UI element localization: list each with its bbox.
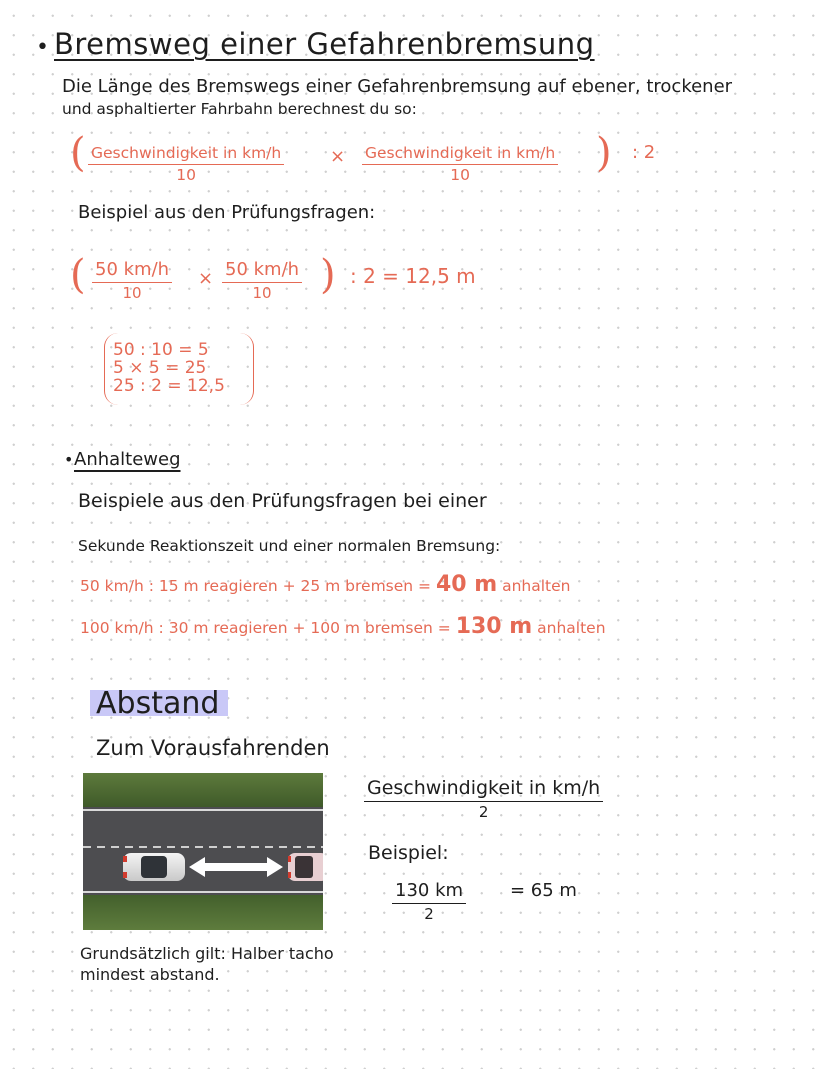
anhalteweg-line1: Beispiele aus den Prüfungsfragen bei einer xyxy=(78,490,487,512)
example-label: Beispiel aus den Prüfungsfragen: xyxy=(78,202,376,223)
abstand-subheading: Zum Vorausfahrenden xyxy=(96,736,330,760)
bullet-anhalteweg: • xyxy=(64,450,74,469)
formula-denominator-2: 10 xyxy=(450,166,470,184)
calc-step-3: 25 : 2 = 12,5 xyxy=(113,376,225,396)
formula-numerator-2: Geschwindigkeit in km/h xyxy=(362,144,558,165)
ex100-stopping-distance: 130 m xyxy=(455,614,533,639)
formula-fraction-1 xyxy=(88,144,284,184)
example-denominator-2: 10 xyxy=(252,284,272,302)
calculation-steps xyxy=(104,333,254,405)
formula-paren-close: ) xyxy=(596,130,612,176)
abstand-example-numerator: 130 km xyxy=(392,880,466,904)
heading-anhalteweg: Anhalteweg xyxy=(74,449,181,470)
abstand-example-label: Beispiel: xyxy=(368,842,449,864)
example-result: : 2 = 12,5 m xyxy=(350,264,476,288)
anhalteweg-example-100 xyxy=(80,614,606,639)
formula-times: × xyxy=(330,146,346,167)
example-times: × xyxy=(198,268,214,289)
example-numerator-2: 50 km/h xyxy=(222,259,302,283)
abstand-formula-numerator: Geschwindigkeit in km/h xyxy=(364,777,603,802)
car-front xyxy=(288,853,323,881)
road-image xyxy=(83,773,323,930)
ex50-stopping-distance: 40 m xyxy=(435,572,498,597)
example-fraction-2 xyxy=(222,259,302,302)
bremsweg-intro-line2: und asphaltierter Fahrbahn berechnest du so: xyxy=(62,100,417,118)
abstand-rule-line1: Grundsätzlich gilt: Halber tacho xyxy=(80,944,334,963)
distance-illustration xyxy=(83,773,323,930)
ex100-text: 100 km/h : 30 m reagieren + 100 m bremsen = xyxy=(80,619,456,637)
calc-step-2: 5 × 5 = 25 xyxy=(113,358,207,378)
formula-divide: : 2 xyxy=(632,142,656,163)
calc-step-1: 50 : 10 = 5 xyxy=(113,340,209,360)
formula-denominator-1: 10 xyxy=(176,166,196,184)
example-paren-open: ( xyxy=(70,252,86,298)
anhalteweg-line2: Sekunde Reaktionszeit und einer normalen Bremsung: xyxy=(78,537,501,555)
ex50-suffix: anhalten xyxy=(497,577,571,595)
abstand-rule-line2: mindest abstand. xyxy=(80,965,220,984)
bullet-bremsweg: • xyxy=(36,35,49,60)
car-rear xyxy=(123,853,185,881)
formula-numerator-1: Geschwindigkeit in km/h xyxy=(88,144,284,165)
formula-fraction-2 xyxy=(362,144,558,184)
example-denominator-1: 10 xyxy=(122,284,142,302)
ex50-text: 50 km/h : 15 m reagieren + 25 m bremsen = xyxy=(80,577,436,595)
bremsweg-intro-line1: Die Länge des Bremswegs einer Gefahrenbremsung auf ebener, trockener xyxy=(62,76,733,97)
example-numerator-1: 50 km/h xyxy=(92,259,172,283)
ex100-suffix: anhalten xyxy=(532,619,606,637)
abstand-example-result: = 65 m xyxy=(510,880,577,901)
abstand-formula-denominator: 2 xyxy=(478,803,489,821)
example-fraction-1 xyxy=(92,259,172,302)
formula-paren-open: ( xyxy=(70,130,86,176)
abstand-formula xyxy=(364,777,603,821)
abstand-example-fraction xyxy=(392,880,466,923)
anhalteweg-example-50 xyxy=(80,572,571,597)
heading-abstand: Abstand xyxy=(96,686,220,721)
example-paren-close: ) xyxy=(320,252,336,298)
heading-bremsweg: Bremsweg einer Gefahrenbremsung xyxy=(54,27,595,61)
abstand-example-denominator: 2 xyxy=(424,905,434,923)
